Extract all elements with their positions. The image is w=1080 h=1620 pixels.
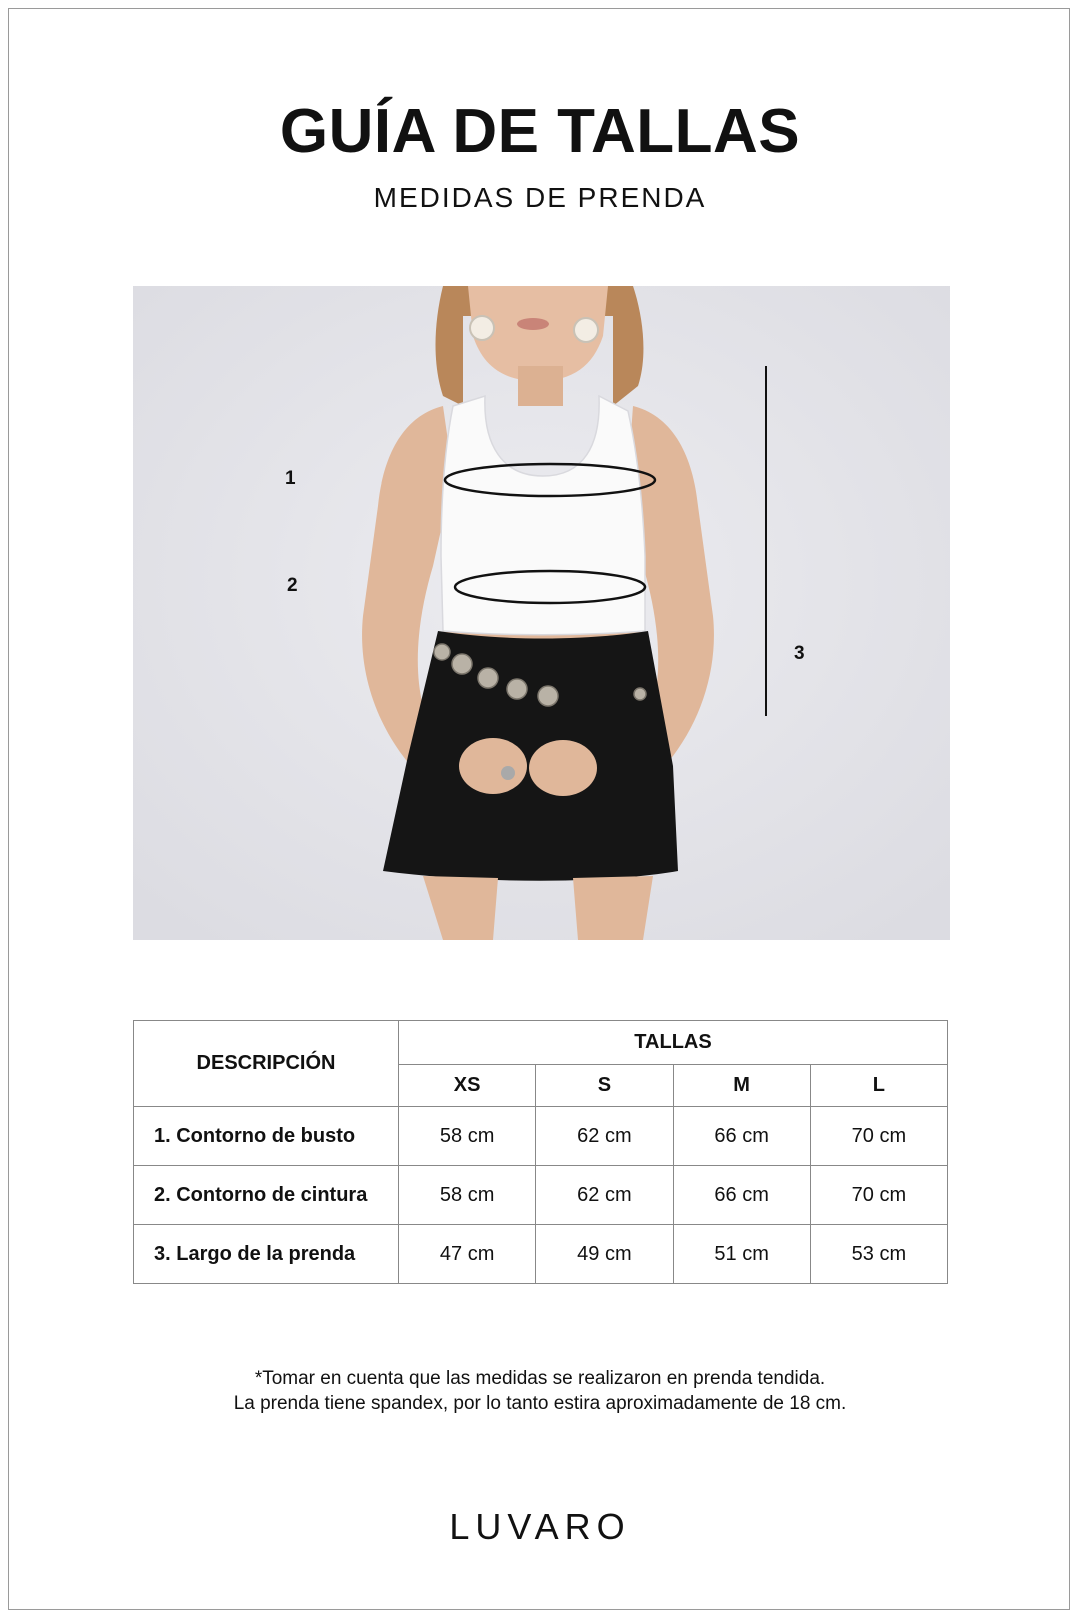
table-cell: 62 cm — [536, 1107, 673, 1166]
table-cell: 47 cm — [399, 1225, 536, 1284]
table-cell: 49 cm — [536, 1225, 673, 1284]
table-cell: 58 cm — [399, 1166, 536, 1225]
table-cell: 70 cm — [810, 1166, 947, 1225]
table-row — [134, 1225, 948, 1284]
row-label: 2. Contorno de cintura — [134, 1166, 399, 1225]
note-line-1: *Tomar en cuenta que las medidas se realizaron en prenda tendida. — [254, 1368, 826, 1389]
table-row — [134, 1166, 948, 1225]
table-cell: 70 cm — [810, 1107, 947, 1166]
table-cell: 58 cm — [399, 1107, 536, 1166]
model-photo — [133, 286, 950, 940]
table-cell: 53 cm — [810, 1225, 947, 1284]
row-label: 1. Contorno de busto — [134, 1107, 399, 1166]
table-cell: 62 cm — [536, 1166, 673, 1225]
size-table — [133, 1020, 948, 1284]
page-subtitle: MEDIDAS DE PRENDA — [373, 182, 707, 213]
table-header-row — [134, 1021, 948, 1065]
size-s-header: S — [536, 1065, 673, 1107]
length-label: 3 — [794, 643, 805, 664]
brand-logo: LUVARO — [449, 1506, 631, 1547]
note-line-2: La prenda tiene spandex, por lo tanto estira aproximadamente de 18 cm. — [233, 1393, 847, 1414]
size-xs-header: XS — [399, 1065, 536, 1107]
bust-label: 1 — [285, 468, 296, 489]
table-row — [134, 1107, 948, 1166]
table-cell: 66 cm — [673, 1166, 810, 1225]
size-l-header: L — [810, 1065, 947, 1107]
description-header: DESCRIPCIÓN — [134, 1021, 399, 1107]
table-cell: 66 cm — [673, 1107, 810, 1166]
size-m-header: M — [673, 1065, 810, 1107]
model-illustration — [133, 286, 950, 940]
page-title: GUÍA DE TALLAS — [279, 97, 801, 166]
row-label: 3. Largo de la prenda — [134, 1225, 399, 1284]
measurement-note — [0, 1366, 1080, 1416]
sizes-header: TALLAS — [399, 1021, 948, 1065]
waist-label: 2 — [287, 575, 298, 596]
table-cell: 51 cm — [673, 1225, 810, 1284]
